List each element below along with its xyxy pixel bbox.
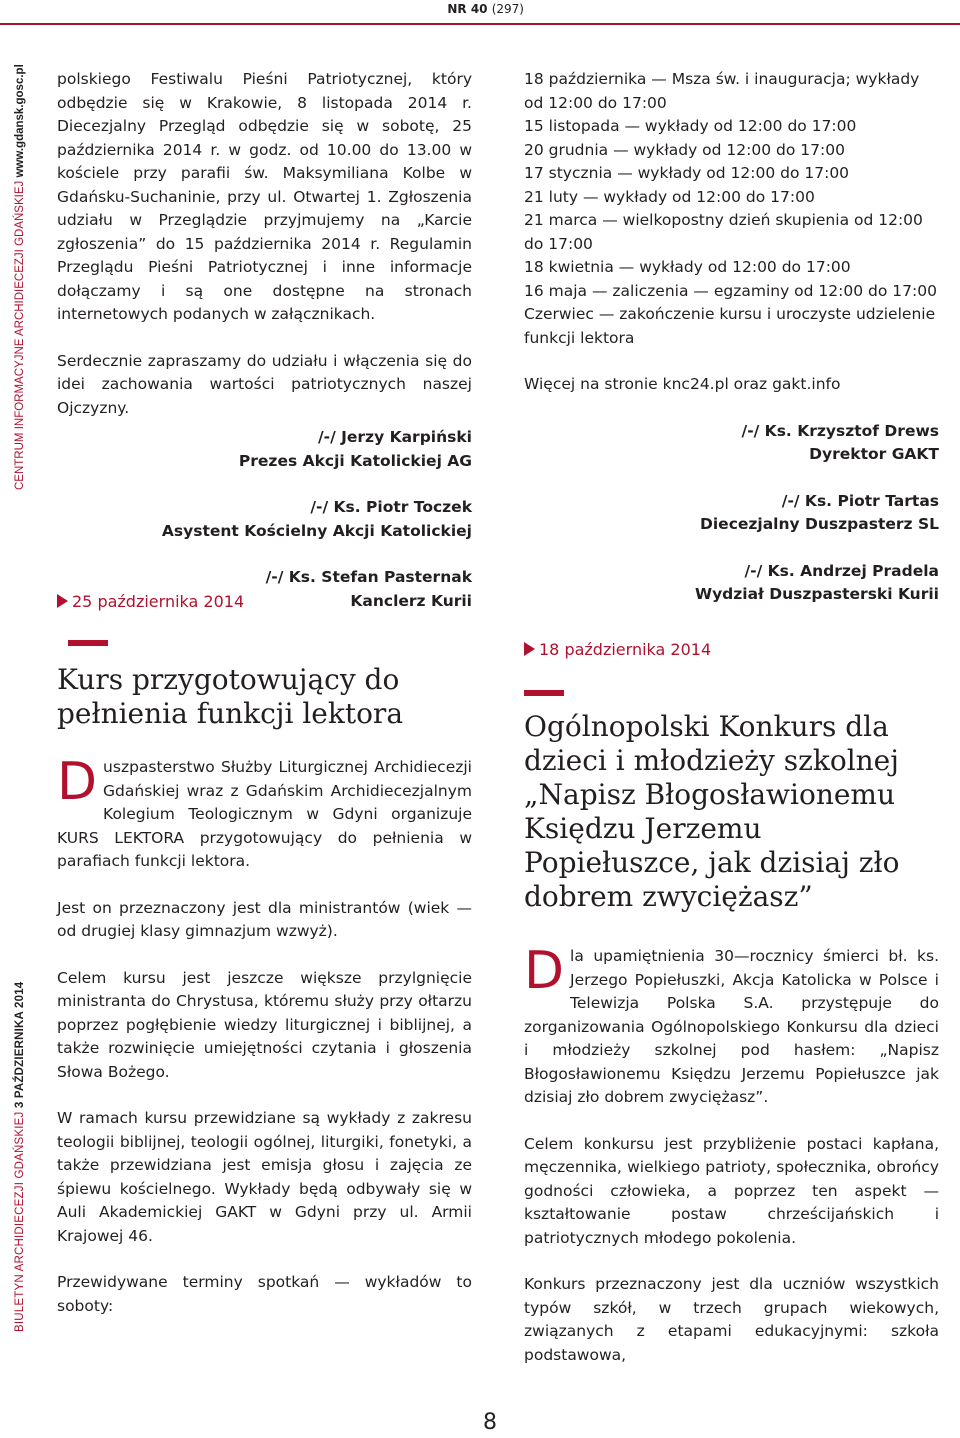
article-title-right: Ogólnopolski Konkurs dla dzieci i młodzieży szkolnej „Napisz Błogosławionemu Księdzu Jerzemu Popiełuszce, jak dzisiaj zło dobrem zwyciężasz” — [524, 710, 900, 913]
date-text: 18 października 2014 — [539, 640, 712, 659]
article-date-left — [57, 592, 244, 611]
sidebar-bulletin: BIULETYN ARCHIDIECEZJI GDAŃSKIEJ — [14, 1111, 26, 1332]
issue-number — [447, 2, 524, 16]
sidebar-center: CENTRUM INFORMACYJNE ARCHIDIECEZJI GDAŃSKIEJ — [14, 180, 26, 490]
dropcap: D — [524, 941, 565, 1001]
left-top-invite: Serdecznie zapraszamy do udziału i włączenia się do idei zachowania wartości patriotycznych naszej Ojczyzny. — [57, 351, 472, 417]
issue-label: NR 40 — [447, 2, 488, 16]
article-paragraph: Celem kursu jest jeszcze większe przylgnięcie ministranta do Chrystusa, któremu służy przy ołtarzu poprzez pogłębienie wiedzy liturgicznej i biblijnej, a także rozwinięcie umiejętności czytania i głoszenia Słowa Bożego. — [57, 968, 472, 1081]
schedule-line: 16 maja — zaliczenia — egzaminy od 12:00 do 17:00 — [524, 281, 937, 300]
signature-drews — [524, 420, 939, 467]
article-paragraph: W ramach kursu przewidziane są wykłady z zakresu teologii biblijnej, teologii ogólnej, liturgiki, fonetyki, a także przewidziana jest emisja głosu i zajęcia ze śpiewu kościelnego. Wykłady będą odbywały się w Auli Akademickiej GAKT w Gdyni przy ul. Armii Krajowej 46. — [57, 1109, 472, 1245]
article-lead-left — [57, 752, 472, 874]
issue-sub: (297) — [491, 2, 524, 16]
lead-text: uszpasterstwo Służby Liturgicznej Archidiecezji Gdańskiej wraz z Gdańskim Archidiecezjalnym Kolegium Teologicznym w Gdyni organizuje KURS LEKTORA przygotowujący do pełnienia w parafiach funkcji lektora. — [57, 758, 472, 870]
dropcap: D — [57, 752, 98, 812]
sidebar-date: 3 PAŹDZIERNIKA 2014 — [14, 981, 26, 1109]
signature-role: Diecezjalny Duszpasterz SL — [700, 515, 939, 533]
sidebar-site: www.gdansk.gosc.pl — [14, 64, 26, 178]
schedule-line: 15 listopada — wykłady od 12:00 do 17:00 — [524, 117, 857, 135]
header-rule — [0, 23, 960, 25]
schedule-line: 20 grudnia — wykłady od 12:00 do 17:00 — [524, 140, 845, 159]
signature-name: /-/ Ks. Piotr Toczek — [310, 498, 472, 516]
schedule-line: 17 stycznia — wykłady od 12:00 do 17:00 — [524, 164, 850, 182]
triangle-icon — [524, 642, 535, 656]
signature-name: /-/ Jerzy Karpiński — [317, 428, 472, 446]
signature-name: /-/ Ks. Piotr Tartas — [781, 491, 939, 510]
article-paragraph: Przewidywane terminy spotkań — wykładów to soboty: — [57, 1273, 472, 1315]
more-info: Więcej na stronie knc24.pl oraz gakt.info — [524, 375, 841, 393]
article-paragraph: Jest on przeznaczony jest dla ministrantów (wiek — od drugiej klasy gimnazjum wzwyż). — [57, 898, 472, 940]
page-number: 8 — [483, 1410, 497, 1435]
signature-tartas — [524, 490, 939, 537]
signature-role: Kanclerz Kurii — [350, 591, 472, 610]
article-body-right — [524, 941, 939, 1367]
schedule-line: 21 luty — wykłady od 12:00 do 17:00 — [524, 187, 815, 206]
date-text: 25 października 2014 — [72, 592, 245, 611]
right-top-column — [524, 68, 939, 607]
signature-name: /-/ Ks. Krzysztof Drews — [741, 421, 939, 440]
signature-karpinski — [57, 426, 472, 473]
triangle-icon — [57, 594, 68, 608]
schedule-line: 21 marca — wielkopostny dzień skupienia od 12:00 do 17:00 — [524, 211, 923, 253]
signature-name: /-/ Ks. Andrzej Pradela — [744, 561, 939, 580]
signature-role: Dyrektor GAKT — [809, 445, 939, 463]
article-lead-right — [524, 941, 939, 1110]
signature-role: Wydział Duszpasterski Kurii — [694, 585, 939, 603]
signature-role: Asystent Kościelny Akcji Katolickiej — [161, 521, 472, 540]
signature-toczek — [57, 496, 472, 543]
article-paragraph: Celem konkursu jest przybliżenie postaci kapłana, męczennika, wielkiego patrioty, społecznika, obrońcy godności człowieka, a poprzez ten aspekt — kształtowanie postaw chrześcijańskich i patriotycznych młodego pokolenia. — [524, 1134, 939, 1247]
article-paragraph: Konkurs przeznaczony jest dla uczniów wszystkich typów szkół, w trzech grupach wiekowych, związanych z etapami edukacyjnymi: szkoła podstawowa, — [524, 1275, 939, 1364]
left-top-column — [57, 68, 472, 613]
sidebar-bottom — [14, 42, 26, 1332]
schedule-line: 18 kwietnia — wykłady od 12:00 do 17:00 — [524, 258, 851, 276]
article-date-right — [524, 640, 711, 659]
section-rule — [524, 690, 564, 696]
article-title-left: Kurs przygotowujący do pełnienia funkcji lektora — [57, 663, 404, 730]
article-body-left — [57, 752, 472, 1318]
signature-role: Prezes Akcji Katolickiej AG — [238, 451, 472, 470]
left-top-paragraph: polskiego Festiwalu Pieśni Patriotycznej, który odbędzie się w Krakowie, 8 listopada 2014 r. Diecezjalny Przegląd odbędzie się w sobotę, 25 października 2014 r. w godz. od 10.00 do 13.00 w kościele przy parafii św. Maksymiliana Kolbe w Gdańsku-Suchaninie, przy ul. Otwartej 1. Zgłoszenia udziału w Przeglądzie przyjmujemy na „Karcie zgłoszenia” do 15 października 2014 r. Regulamin Przeglądu Pieśni Patriotycznej i inne informacje dołączamy i są one dostępne na stronach internetowych podanych w załącznikach. — [57, 70, 472, 323]
signature-pradela — [524, 560, 939, 607]
schedule-line: 18 października — Msza św. i inauguracja; wykłady od 12:00 do 17:00 — [524, 70, 920, 112]
section-rule — [68, 640, 108, 646]
schedule-line: Czerwiec — zakończenie kursu i uroczyste udzielenie funkcji lektora — [524, 305, 936, 347]
signature-name: /-/ Ks. Stefan Pasternak — [265, 568, 472, 586]
lead-text: la upamiętnienia 30—rocznicy śmierci bł. ks. Jerzego Popiełuszki, Akcja Katolicka w Polsce i Telewizja Polska S.A. przystępuje do zorganizowania Ogólnopolskiego Konkursu dla dzieci i młodzieży szkolnej pod hasłem: „Napisz Błogosławionemu Księdzu Jerzemu Popiełuszce jak dzisiaj zło dobrem zwyciężasz”. — [524, 947, 939, 1106]
